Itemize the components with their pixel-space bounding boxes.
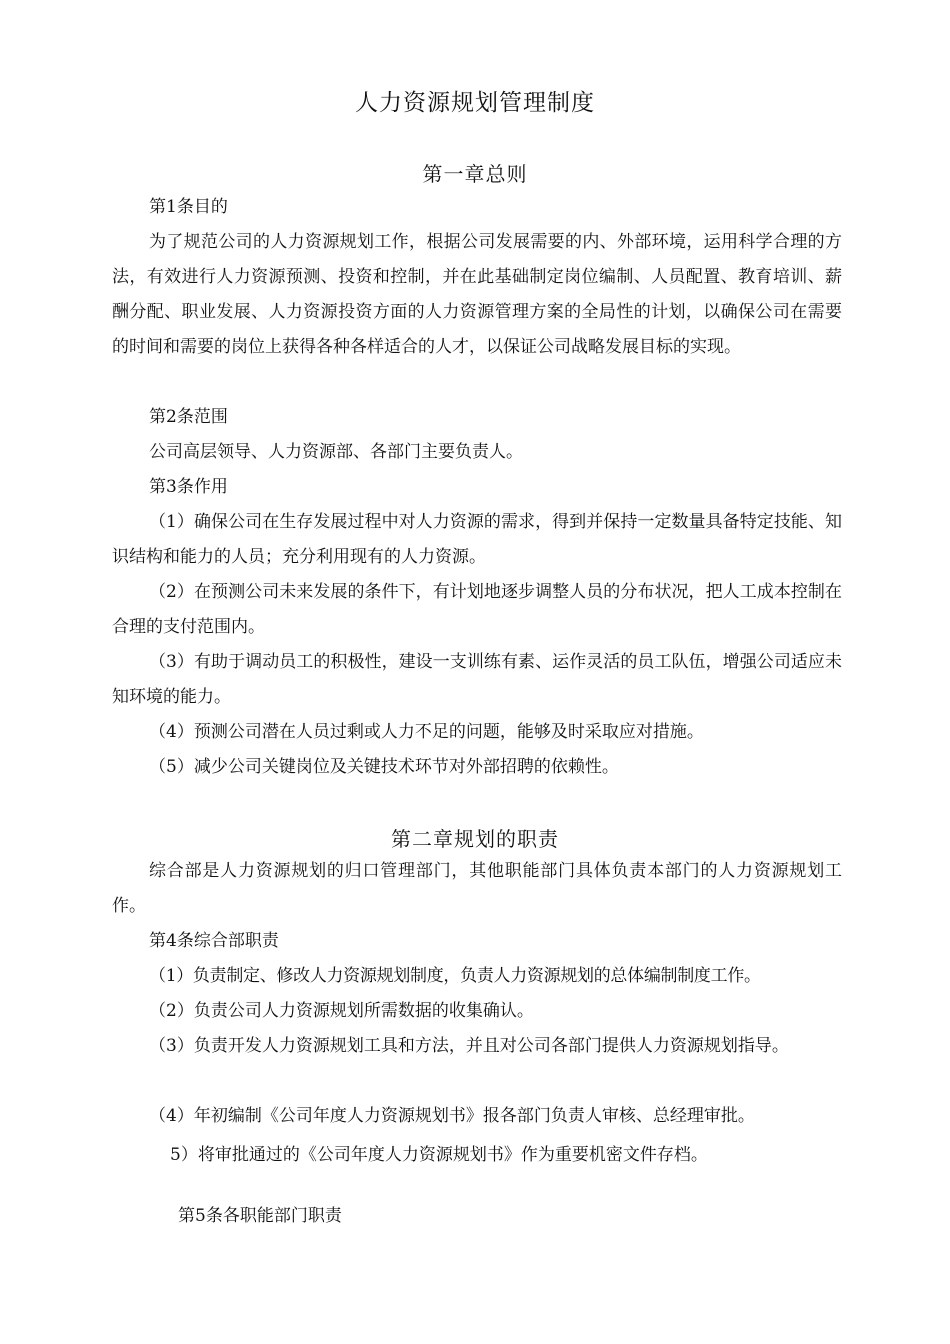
article-4-heading: 第4条综合部职责 [149,931,279,951]
article-2-heading: 第2条范围 [149,407,228,427]
article-1-heading: 第1条目的 [149,197,228,217]
article-1-text: 为了规范公司的人力资源规划工作，根据公司发展需要的内、外部环境，运用科学合理的方法，有效进行人力资源预测、投资和控制，并在此基础制定岗位编制、人员配置、教育培训、薪酬分配、职业发展、人力资源投资方面的人力资源管理方案的全局性的计划，以确保公司在需要的时间和需要的岗位上获得各种各样适合的人才，以保证公司战略发展目标的实现。 [112,232,842,357]
chapter-2-intro: 综合部是人力资源规划的归口管理部门，其他职能部门具体负责本部门的人力资源规划工作。 [112,861,842,916]
article-4-item-3: （3）负责开发人力资源规划工具和方法，并且对公司各部门提供人力资源规划指导。 [149,1036,789,1056]
chapter-1-heading: 第一章总则 [422,162,528,186]
document-title: 人力资源规划管理制度 [355,90,595,116]
article-3-heading: 第3条作用 [149,477,228,497]
chapter-2-heading: 第二章规划的职责 [391,827,559,851]
article-3-item-5: （5）减少公司关键岗位及关键技术环节对外部招聘的依赖性。 [149,757,619,777]
article-4-item-1: （1）负责制定、修改人力资源规划制度，负责人力资源规划的总体编制制度工作。 [149,966,761,986]
article-3-item-1: （1）确保公司在生存发展过程中对人力资源的需求，得到并保持一定数量具备特定技能、知识结构和能力的人员；充分利用现有的人力资源。 [112,512,842,567]
article-4-item-4: （4）年初编制《公司年度人力资源规划书》报各部门负责人审核、总经理审批。 [149,1106,755,1126]
article-4-item-5: 5）将审批通过的《公司年度人力资源规划书》作为重要机密文件存档。 [170,1145,708,1165]
article-2-text: 公司高层领导、人力资源部、各部门主要负责人。 [149,442,523,462]
article-3-item-4: （4）预测公司潜在人员过剩或人力不足的问题，能够及时采取应对措施。 [149,722,704,742]
article-4-item-2: （2）负责公司人力资源规划所需数据的收集确认。 [149,1001,534,1021]
article-5-heading: 第5条各职能部门职责 [178,1206,342,1226]
article-3-item-3: （3）有助于调动员工的积极性，建设一支训练有素、运作灵活的员工队伍，增强公司适应未知环境的能力。 [112,652,842,707]
article-3-item-2: （2）在预测公司未来发展的条件下，有计划地逐步调整人员的分布状况，把人工成本控制在合理的支付范围内。 [112,582,842,637]
